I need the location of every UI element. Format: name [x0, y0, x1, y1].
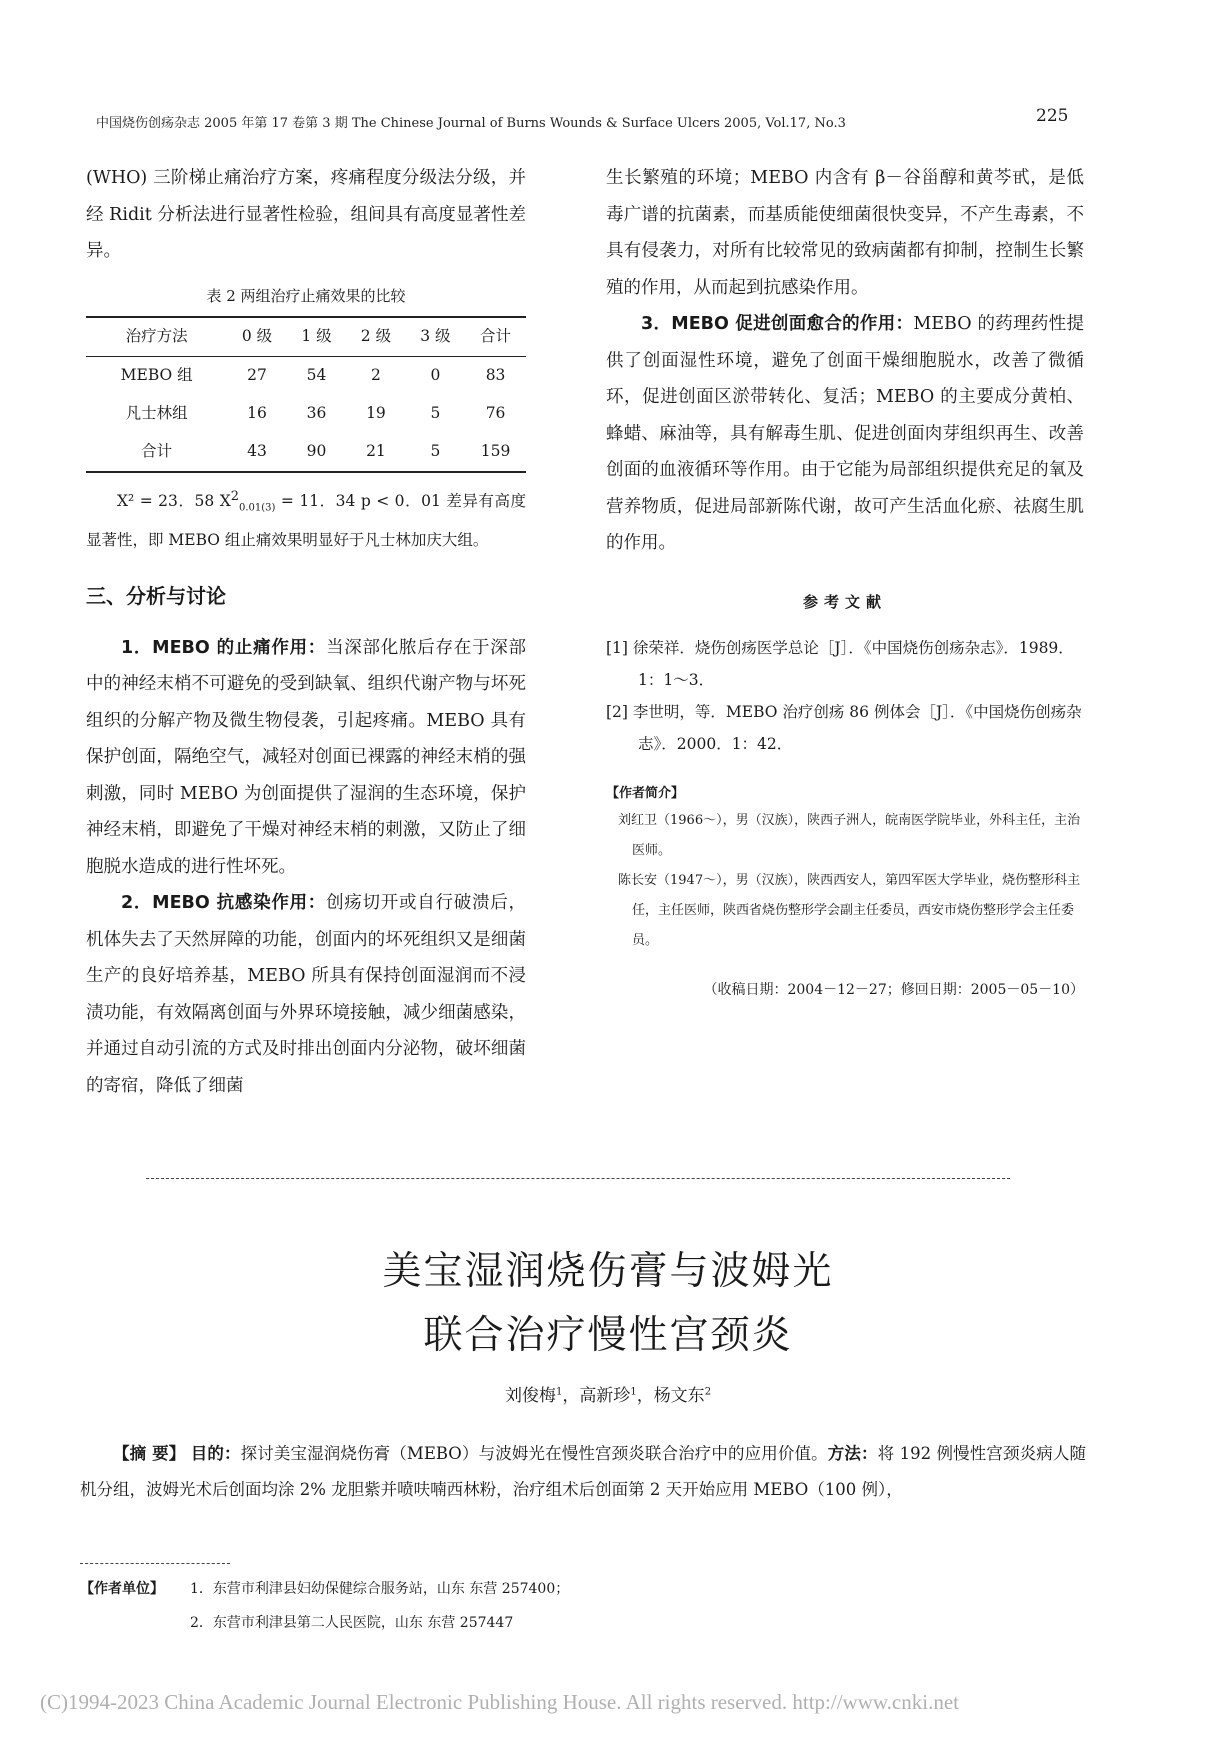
left-column	[86, 160, 526, 1104]
table-cell: 凡士林组	[125, 404, 188, 423]
author-affiliations	[80, 1572, 980, 1640]
page-number: 225	[1036, 106, 1069, 126]
copyright-watermark: (C)1994-2023 China Academic Journal Electronic Publishing House. All rights reserved. http://www.cnki.net	[40, 1690, 959, 1714]
table-cell: 27	[247, 366, 267, 385]
table-cell: 0	[430, 366, 441, 385]
table-cell: 5	[430, 442, 441, 461]
author-affil-mark: 2	[704, 1386, 712, 1398]
chi-critical-text: = 11．34 p < 0．01 差异有高度显著性，即 MEBO 组止痛效果明显好于凡士林加庆大组。	[86, 491, 526, 549]
author-name: 杨文东	[653, 1386, 705, 1406]
table-statistics	[86, 481, 526, 556]
table-cell: 36	[306, 404, 327, 423]
author-name: 刘俊梅	[504, 1386, 556, 1406]
abstract-method: 将 192 例慢性宫颈炎病人随机分组，波姆光术后创面均涂 2% 龙胆紫并喷呋喃西林粉，治疗组术后创面第 2 天开始应用 MEBO（100 例），	[80, 1444, 1087, 1499]
table-cell: 159	[480, 442, 511, 461]
table-cell: 43	[247, 442, 267, 461]
author-separator: ，	[562, 1386, 580, 1406]
affiliation-row: 2．东营市利津县第二人民医院，山东 东营 257447	[190, 1615, 514, 1631]
table-header-cell: 1 级	[287, 317, 346, 357]
affiliation-text: 1．东营市利津县妇幼保健综合服务站，山东 东营 257400；	[190, 1581, 570, 1597]
abstract	[80, 1436, 1086, 1508]
table-caption: 表 2 两组治疗止痛效果的比较	[206, 286, 406, 305]
table-cell: 合计	[141, 442, 173, 461]
discussion-paragraph-2	[86, 885, 526, 1104]
references-heading: 参考文献	[802, 592, 887, 611]
paragraph-body: 创疡切开或自行破溃后，机体失去了天然屏障的功能，创面内的坏死组织又是细菌生产的良好培养基，MEBO 所具有保持创面湿润而不浸渍功能，有效隔离创面与外界环境接触，减少细菌感染，并通过自动引流的方式及时排出创面内分泌物，破坏细菌的寄宿，降低了细菌	[86, 893, 527, 1096]
table-cell: 2	[370, 366, 381, 385]
intro-paragraph: (WHO) 三阶梯止痛治疗方案，疼痛程度分级法分级，并经 Ridit 分析法进行显著性检验，组间具有高度显著性差异。	[86, 168, 526, 261]
title-line: 联合治疗慢性宫颈炎	[423, 1313, 793, 1358]
affiliation-label: 【作者单位】	[80, 1581, 164, 1597]
article-separator	[146, 1178, 1010, 1179]
abstract-method-label: 方法：	[827, 1444, 878, 1463]
table-header-row	[86, 317, 526, 357]
author-affil-mark: 1	[630, 1386, 637, 1398]
table-row	[86, 356, 526, 395]
continued-paragraph: 生长繁殖的环境；MEBO 内含有 β－谷甾醇和黄芩甙，是低毒广谱的抗菌素，而基质能使细菌很快变异，不产生毒素，不具有侵袭力，对所有比较常见的致病菌都有抑制，控制生长繁殖的作用，从而起到抗感染作用。	[606, 168, 1084, 298]
abstract-objective: 探讨美宝湿润烧伤膏（MEBO）与波姆光在慢性宫颈炎联合治疗中的应用价值。	[240, 1444, 828, 1463]
abstract-objective-label: 目的：	[190, 1444, 241, 1463]
reference-item: [1] 徐荣祥．烧伤创疡医学总论［J］．《中国烧伤创疡杂志》．1989．1：1～3．	[606, 638, 1074, 689]
table-cell: 83	[485, 366, 506, 385]
author-bio: 刘红卫（1966～），男（汉族），陕西子洲人，皖南医学院毕业，外科主任，主治医师。	[618, 812, 1081, 858]
paragraph-title: 1．MEBO 的止痛作用：	[121, 637, 327, 658]
table-cell: 54	[306, 366, 327, 385]
table-header-cell: 3 级	[406, 317, 465, 357]
author-separator: ，	[636, 1386, 654, 1406]
paragraph-title: 2．MEBO 抗感染作用：	[121, 893, 327, 914]
abstract-label: 【摘 要】	[113, 1444, 186, 1463]
received-dates: （收稿日期：2004－12－27；修回日期：2005－05－10）	[703, 981, 1084, 998]
table-header-cell: 0 级	[227, 317, 286, 357]
running-head: 中国烧伤创疡杂志 2005 年第 17 卷第 3 期 The Chinese Journal of Burns Wounds & Surface Ulcers 2005, Vol.17, No.3	[96, 116, 846, 131]
article-title	[108, 1240, 1108, 1368]
table-row	[86, 395, 526, 433]
article-authors	[108, 1381, 1108, 1406]
table-cell: 16	[247, 404, 267, 423]
author-bio: 陈长安（1947～），男（汉族），陕西西安人，第四军医大学毕业，烧伤整形科主任，主任医师，陕西省烧伤整形学会副主任委员，西安市烧伤整形学会主任委员。	[618, 872, 1081, 948]
reference-item: [2] 李世明，等．MEBO 治疗创疡 86 例体会［J］．《中国烧伤创疡杂志》．2000．1：42．	[606, 702, 1082, 753]
table-cell: 90	[306, 442, 327, 461]
table-header-cell: 2 级	[346, 317, 405, 357]
section-heading: 三、分析与讨论	[86, 583, 226, 608]
footnote-rule	[80, 1563, 230, 1564]
table-header-cell: 合计	[465, 317, 526, 357]
table-row	[86, 433, 526, 472]
discussion-paragraph-3	[606, 306, 1084, 562]
chi-critical-sup: 2	[230, 488, 239, 504]
paragraph-body: MEBO 的药理药性提供了创面湿性环境，避免了创面干燥细胞脱水，改善了微循环，促进创面区淤带转化、复活；MEBO 的主要成分黄柏、蜂蜡、麻油等，具有解毒生肌、促进创面肉芽组织再生、改善创面的血液循环等作用。由于它能为局部组织提供充足的氧及营养物质，促进局部新陈代谢，故可产生活血化瘀、祛腐生肌的作用。	[606, 314, 1084, 553]
table-header-cell: 治疗方法	[86, 317, 227, 357]
author-affil-mark: 1	[555, 1386, 563, 1398]
chi-critical-symbol: X	[219, 491, 231, 510]
affiliation-row	[80, 1572, 980, 1606]
discussion-paragraph-1	[86, 630, 526, 886]
title-line: 美宝湿润烧伤膏与波姆光	[382, 1249, 834, 1294]
author-name: 高新珍	[579, 1386, 631, 1406]
results-table	[86, 316, 526, 473]
right-column	[606, 160, 1084, 1002]
author-bio-heading: 【作者简介】	[606, 785, 685, 801]
table-cell: MEBO 组	[120, 366, 193, 385]
paragraph-body: 当深部化脓后存在于深部中的神经末梢不可避免的受到缺氧、组织代谢产物与坏死组织的分解产物及微生物侵袭，引起疼痛。MEBO 具有保护创面，隔绝空气，减轻对创面已裸露的神经末梢的强刺激，同时 MEBO 为创面提供了湿润的生态环境，保护神经末梢，即避免了干燥对神经末梢的刺激，又防止了细胞脱水造成的进行性坏死。	[86, 637, 527, 877]
chi-critical-sub: 0.01(3)	[238, 501, 276, 513]
table-cell: 5	[430, 404, 441, 423]
chi-square-value: X² = 23．58	[117, 491, 215, 510]
paragraph-title: 3．MEBO 促进创面愈合的作用：	[641, 314, 914, 334]
table-cell: 21	[366, 442, 386, 461]
table-cell: 19	[366, 404, 386, 423]
table-cell: 76	[485, 404, 506, 423]
